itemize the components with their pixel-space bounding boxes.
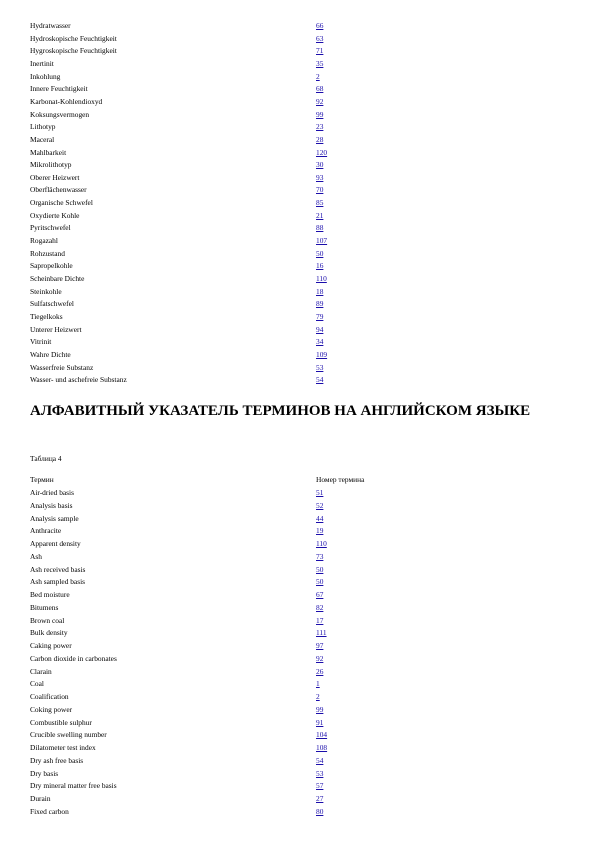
- index-row: [30, 184, 570, 197]
- index-term: Rohzustand: [30, 248, 65, 258]
- term-number-link[interactable]: 109: [316, 349, 328, 359]
- index-row: [30, 362, 570, 375]
- term-number-link[interactable]: 16: [316, 261, 324, 271]
- term-number-link[interactable]: 27: [316, 794, 324, 803]
- index-term: Inkohlung: [30, 71, 61, 81]
- index-term: Dry mineral matter free basis: [30, 781, 117, 791]
- index-term: Tiegelkoks: [30, 311, 63, 321]
- index-row: [30, 717, 570, 730]
- index-term: Lithotyp: [30, 122, 56, 132]
- index-row: [30, 742, 570, 755]
- index-term: Ash sampled basis: [30, 577, 86, 587]
- index-term: Scheinbare Dichte: [30, 274, 85, 283]
- term-number-link[interactable]: 88: [316, 223, 324, 233]
- term-number-link[interactable]: 120: [316, 147, 328, 157]
- term-number-link[interactable]: 97: [316, 641, 324, 650]
- index-term: Bed moisture: [30, 590, 70, 599]
- index-term: Inertinit: [30, 58, 54, 68]
- term-number-link[interactable]: 19: [316, 526, 324, 536]
- index-term: Caking power: [30, 641, 72, 650]
- term-number-link[interactable]: 18: [316, 286, 324, 296]
- term-number-link[interactable]: 68: [316, 84, 324, 94]
- index-row: [30, 602, 570, 615]
- index-term: Oxydierte Kohle: [30, 210, 80, 220]
- term-number-link[interactable]: 108: [316, 743, 328, 752]
- term-number-link[interactable]: 23: [316, 122, 324, 132]
- index-row: [30, 755, 570, 768]
- index-row: [30, 627, 570, 640]
- term-number-link[interactable]: 2: [316, 692, 320, 701]
- index-row: [30, 210, 570, 223]
- term-number-link[interactable]: 79: [316, 311, 324, 321]
- index-term: Crucible swelling number: [30, 730, 107, 740]
- term-number-link[interactable]: 71: [316, 46, 324, 56]
- index-row: [30, 147, 570, 160]
- term-number-link[interactable]: 99: [316, 109, 324, 119]
- index-term: Durain: [30, 794, 51, 803]
- term-number-link[interactable]: 67: [316, 590, 324, 599]
- index-term: Oberflächenwasser: [30, 185, 87, 195]
- term-number-link[interactable]: 54: [316, 375, 324, 385]
- index-row: [30, 298, 570, 311]
- term-number-link[interactable]: 52: [316, 500, 324, 510]
- term-number-link[interactable]: 53: [316, 362, 324, 372]
- index-term: Organische Schwefel: [30, 198, 93, 208]
- index-term: Maceral: [30, 134, 55, 144]
- term-number-link[interactable]: 21: [316, 210, 324, 220]
- term-number-link[interactable]: 73: [316, 551, 324, 561]
- index-term: Carbon dioxide in carbonates: [30, 653, 117, 663]
- index-term: Rogazahl: [30, 236, 58, 246]
- index-row: [30, 96, 570, 109]
- index-term: Wasserfreie Substanz: [30, 362, 94, 372]
- term-number-link[interactable]: 104: [316, 730, 328, 740]
- index-row: [30, 159, 570, 172]
- index-row: [30, 235, 570, 248]
- index-term: Anthracite: [30, 526, 62, 536]
- section-heading: АЛФАВИТНЫЙ УКАЗАТЕЛЬ ТЕРМИНОВ НА АНГЛИЙСКОМ ЯЗЫКЕ: [30, 403, 531, 419]
- index-row: [30, 260, 570, 273]
- term-number-link[interactable]: 53: [316, 768, 324, 778]
- index-row: [30, 121, 570, 134]
- index-row: [30, 349, 570, 362]
- index-term: Koksungsvermogen: [30, 109, 90, 119]
- index-row: [30, 564, 570, 577]
- index-term: Apparent density: [30, 539, 81, 548]
- index-row: [30, 45, 570, 58]
- term-number-link[interactable]: 99: [316, 704, 324, 714]
- term-number-link[interactable]: 110: [316, 274, 327, 283]
- term-number-link[interactable]: 26: [316, 666, 324, 676]
- term-number-link[interactable]: 63: [316, 33, 324, 43]
- index-term: Brown coal: [30, 615, 65, 625]
- term-number-link[interactable]: 92: [316, 653, 324, 663]
- term-number-link[interactable]: 89: [316, 299, 324, 309]
- index-row: [30, 222, 570, 235]
- index-row: [30, 324, 570, 337]
- index-row: [30, 273, 570, 286]
- index-row: [30, 197, 570, 210]
- term-number-link[interactable]: 57: [316, 781, 324, 791]
- term-number-link[interactable]: 1: [316, 679, 320, 689]
- index-row: [30, 311, 570, 324]
- index-row: [30, 538, 570, 551]
- index-term: Combustible sulphur: [30, 717, 92, 727]
- index-row: [30, 58, 570, 71]
- index-row: [30, 704, 570, 717]
- index-term: Hydroskopische Feuchtigkeit: [30, 33, 117, 43]
- term-number-link[interactable]: 51: [316, 488, 324, 497]
- term-number-link[interactable]: 17: [316, 615, 324, 625]
- index-term: Air-dried basis: [30, 488, 74, 497]
- header-term-number: Номер термина: [316, 475, 365, 484]
- index-row: [30, 487, 570, 500]
- index-term: Vitrinit: [30, 337, 52, 347]
- term-number-link[interactable]: 50: [316, 248, 324, 258]
- index-row: [30, 691, 570, 704]
- term-number-link[interactable]: 50: [316, 564, 324, 574]
- index-term: Wahre Dichte: [30, 349, 71, 359]
- index-row: [30, 248, 570, 261]
- term-number-link[interactable]: 70: [316, 185, 324, 195]
- term-number-link[interactable]: 44: [316, 513, 324, 523]
- index-term: Sulfatschwefel: [30, 299, 74, 309]
- term-number-link[interactable]: 35: [316, 58, 324, 68]
- index-term: Unterer Heizwert: [30, 324, 82, 334]
- index-term: Ash: [30, 551, 42, 561]
- term-number-link[interactable]: 92: [316, 96, 324, 106]
- index-term: Bulk density: [30, 628, 68, 638]
- index-term: Sapropelkohle: [30, 261, 73, 271]
- index-row: [30, 729, 570, 742]
- term-number-link[interactable]: 80: [316, 806, 324, 816]
- index-term: Oberer Heizwert: [30, 172, 80, 182]
- index-term: Hydratwasser: [30, 21, 71, 30]
- index-row: [30, 768, 570, 781]
- index-row: [30, 589, 570, 602]
- index-row: [30, 780, 570, 793]
- term-number-link[interactable]: 54: [316, 755, 324, 765]
- index-row: [30, 615, 570, 628]
- index-term: Mikrolithotyp: [30, 160, 72, 170]
- index-term: Karbonat-Kohlendioxyd: [30, 96, 103, 106]
- index-term: Dilatometer test index: [30, 743, 96, 752]
- term-number-link[interactable]: 93: [316, 172, 324, 182]
- index-row: [30, 83, 570, 96]
- index-row: [30, 653, 570, 666]
- index-row: [30, 513, 570, 526]
- index-term: Dry basis: [30, 768, 59, 778]
- index-row: [30, 551, 570, 564]
- index-term: Hygroskopische Feuchtigkeit: [30, 46, 117, 56]
- header-term: Термин: [30, 475, 54, 484]
- index-term: Steinkohle: [30, 286, 62, 296]
- table-caption: Таблица 4: [30, 454, 62, 463]
- table-header-row: [30, 474, 570, 487]
- term-number-link[interactable]: 66: [316, 21, 324, 30]
- term-number-link[interactable]: 30: [316, 160, 324, 170]
- term-number-link[interactable]: 107: [316, 236, 328, 246]
- index-term: Clarain: [30, 666, 52, 676]
- index-term: Wasser- und aschefreie Substanz: [30, 375, 127, 385]
- index-row: [30, 109, 570, 122]
- index-row: [30, 172, 570, 185]
- index-row: [30, 525, 570, 538]
- term-number-link[interactable]: 94: [316, 324, 324, 334]
- index-row: [30, 793, 570, 806]
- index-row: [30, 33, 570, 46]
- term-number-link[interactable]: 110: [316, 539, 327, 548]
- index-term: Fixed carbon: [30, 806, 69, 816]
- index-row: [30, 576, 570, 589]
- index-row: [30, 336, 570, 349]
- term-number-link[interactable]: 50: [316, 577, 324, 587]
- index-row: [30, 374, 570, 387]
- index-term: Bitumens: [30, 602, 59, 612]
- term-number-link[interactable]: 111: [316, 628, 327, 638]
- index-row: [30, 71, 570, 84]
- index-row: [30, 134, 570, 147]
- index-row: [30, 640, 570, 653]
- term-number-link[interactable]: 85: [316, 198, 324, 208]
- index-term: Analysis sample: [30, 513, 79, 523]
- term-number-link[interactable]: 28: [316, 134, 324, 144]
- index-term: Dry ash free basis: [30, 755, 84, 765]
- index-row: [30, 286, 570, 299]
- index-term: Pyritschwefel: [30, 223, 71, 233]
- index-term: Coalification: [30, 692, 69, 701]
- index-row: [30, 500, 570, 513]
- term-number-link[interactable]: 2: [316, 71, 320, 81]
- term-number-link[interactable]: 91: [316, 717, 324, 727]
- index-row: [30, 678, 570, 691]
- index-term: Analysis basis: [30, 500, 73, 510]
- index-term: Mahlbarkeit: [30, 147, 67, 157]
- index-row: [30, 806, 570, 819]
- index-term: Ash received basis: [30, 564, 86, 574]
- term-number-link[interactable]: 34: [316, 337, 324, 347]
- index-term: Innere Feuchtigkeit: [30, 84, 88, 94]
- index-term: Coal: [30, 679, 44, 689]
- term-number-link[interactable]: 82: [316, 602, 324, 612]
- index-row: [30, 20, 570, 33]
- index-row: [30, 666, 570, 679]
- index-term: Coking power: [30, 704, 73, 714]
